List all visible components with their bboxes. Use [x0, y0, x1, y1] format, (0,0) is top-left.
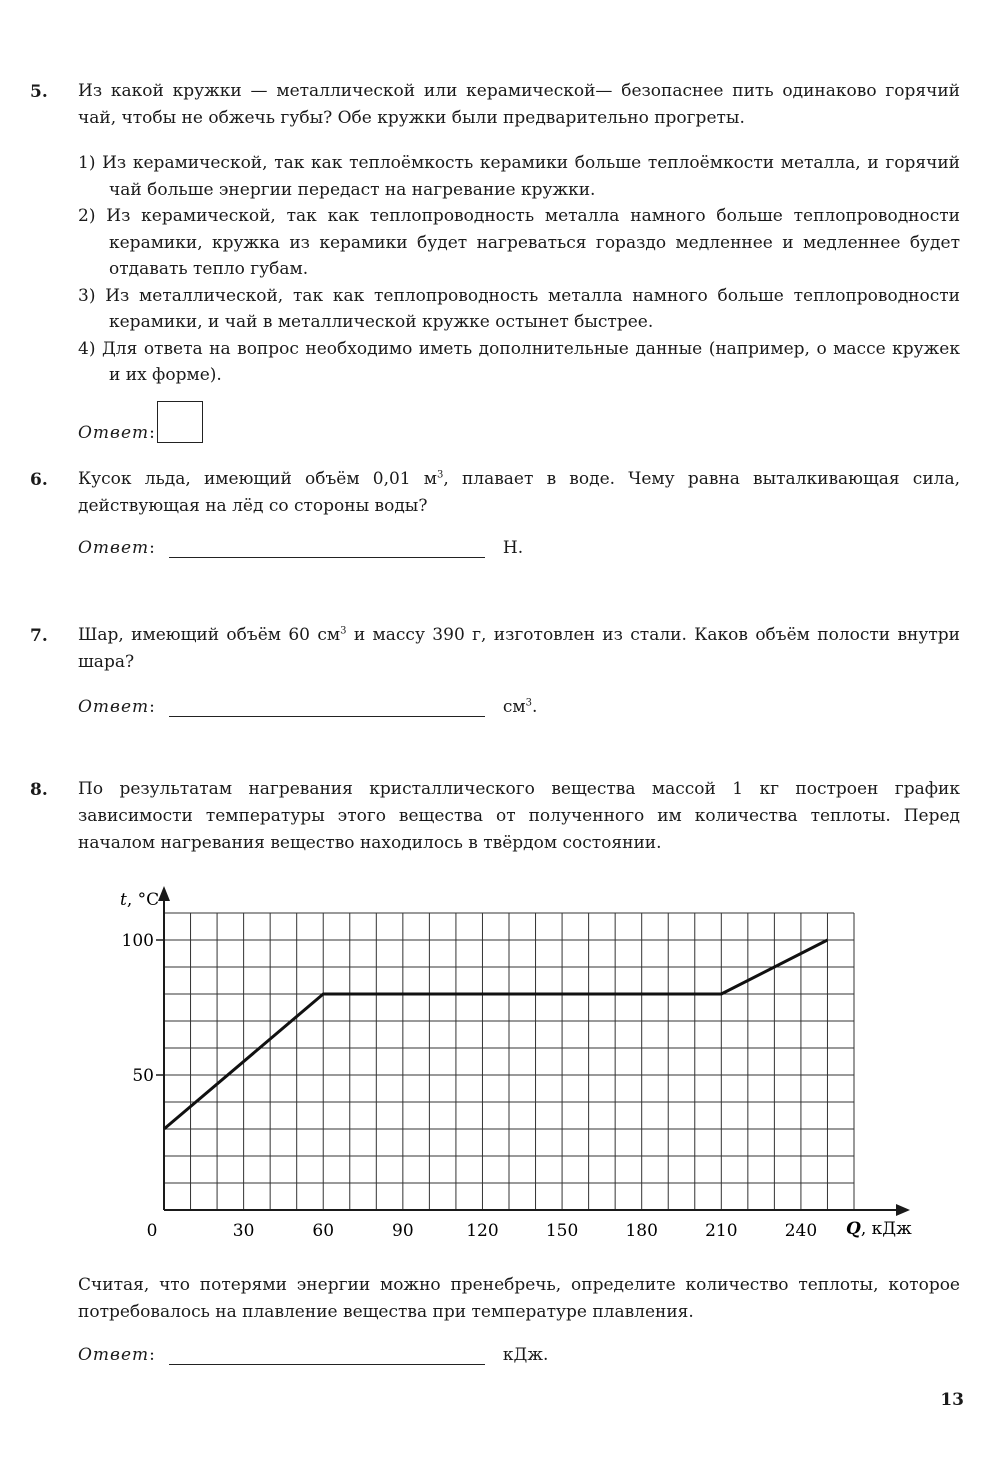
y-tick-label: 50: [132, 1066, 154, 1086]
x-tick-label: 240: [784, 1221, 818, 1241]
question-text: [78, 466, 960, 520]
answer-label: Ответ: [78, 697, 150, 717]
question-text-part: Кусок льда, имеющий объём 0,01 м: [78, 469, 437, 489]
answer-label: Ответ: [78, 423, 150, 443]
chart-grid: [164, 913, 854, 1210]
y-axis-arrow: [158, 886, 170, 901]
answer-row: [78, 1345, 548, 1365]
answer-unit: [503, 697, 538, 717]
option-4[interactable]: 4) Для ответа на вопрос необходимо иметь дополнительные данные (например, о массе кружек и их форме).: [78, 338, 960, 385]
x-tick-label: 90: [392, 1221, 414, 1241]
answer-box[interactable]: [157, 401, 203, 443]
x-tick-label: 60: [312, 1221, 335, 1241]
answer-row: [78, 697, 537, 717]
page-number: 13: [940, 1390, 964, 1410]
answer-colon: :: [149, 538, 155, 558]
x-axis-arrow: [896, 1204, 910, 1216]
question-number: 8.: [30, 780, 48, 800]
answer-colon: :: [149, 697, 155, 717]
series-line: [164, 940, 827, 1129]
question-text-part: , плавает в воде. Чему равна выталкивающая сила, действующая на лёд со стороны воды?: [78, 469, 960, 516]
question-number: 5.: [30, 82, 48, 102]
answer-field[interactable]: [169, 539, 485, 558]
follow-up-text: Считая, что потерями энергии можно пренебречь, определите количество теплоты, которое потребовалось на плавление вещества при температуре плавления.: [78, 1275, 960, 1322]
option-2[interactable]: 2) Из керамической, так как теплопроводность металла намного больше теплопроводности керамики, кружка из керамики будет нагреваться гораздо медленнее и медленнее будет отдавать тепло губам.: [78, 206, 960, 279]
question-text: По результатам нагревания кристаллического вещества массой 1 кг построен график зависимости температуры этого вещества от полученного им количества теплоты. Перед началом нагревания вещество находилось в твёрдом состоянии.: [78, 779, 960, 853]
answer-field[interactable]: [169, 698, 485, 717]
x-tick-label: 0: [146, 1221, 158, 1241]
x-axis-label: Q, кДж: [846, 1219, 912, 1239]
y-tick-label: 100: [121, 931, 154, 951]
superscript: 3: [437, 469, 444, 481]
question-text-part: Шар, имеющий объём 60 см: [78, 625, 341, 645]
x-tick-label: 180: [625, 1221, 658, 1241]
x-tick-label: 30: [232, 1221, 255, 1241]
unit-end: .: [532, 697, 538, 717]
chart-series: [164, 940, 827, 1129]
x-tick-label: 210: [705, 1221, 738, 1241]
answer-unit: кДж.: [502, 1345, 549, 1365]
unit-sup: 3: [525, 697, 532, 709]
option-1[interactable]: 1) Из керамической, так как теплоёмкость керамики больше теплоёмкости металла, и горячий чай больше энергии передаст на нагревание кружки.: [78, 153, 960, 200]
question-text: Из какой кружки — металлической или керамической— безопаснее пить одинаково горячий чай, чтобы не обжечь губы? Обе кружки были предварительно прогреты.: [78, 81, 960, 128]
unit-base: см: [502, 697, 526, 717]
answer-row: [78, 538, 523, 558]
x-tick-label: 120: [466, 1221, 499, 1241]
temperature-heat-chart: [0, 870, 1000, 1250]
option-3[interactable]: 3) Из металлической, так как теплопроводность металла намного больше теплопроводности керамики, и чай в металлической кружке остынет быстрее.: [78, 285, 960, 332]
question-number: 6.: [30, 470, 48, 490]
answer-row: [78, 401, 203, 443]
answer-colon: :: [149, 423, 155, 443]
question-text: [78, 622, 960, 676]
question-number: 7.: [30, 626, 48, 646]
question-text-part: и массу 390 г, изготовлен из стали. Каков объём полости внутри шара?: [78, 625, 960, 672]
chart-ticks: [122, 931, 818, 1241]
chart-axes: [120, 886, 912, 1239]
x-tick-label: 150: [545, 1221, 579, 1241]
options-list: [78, 150, 960, 389]
answer-label: Ответ: [78, 1345, 150, 1365]
superscript: 3: [340, 625, 347, 637]
y-axis-label: t, °С: [120, 890, 160, 910]
answer-unit: Н.: [502, 538, 524, 558]
answer-colon: :: [149, 1345, 155, 1365]
answer-field[interactable]: [169, 1346, 485, 1365]
answer-label: Ответ: [78, 538, 150, 558]
